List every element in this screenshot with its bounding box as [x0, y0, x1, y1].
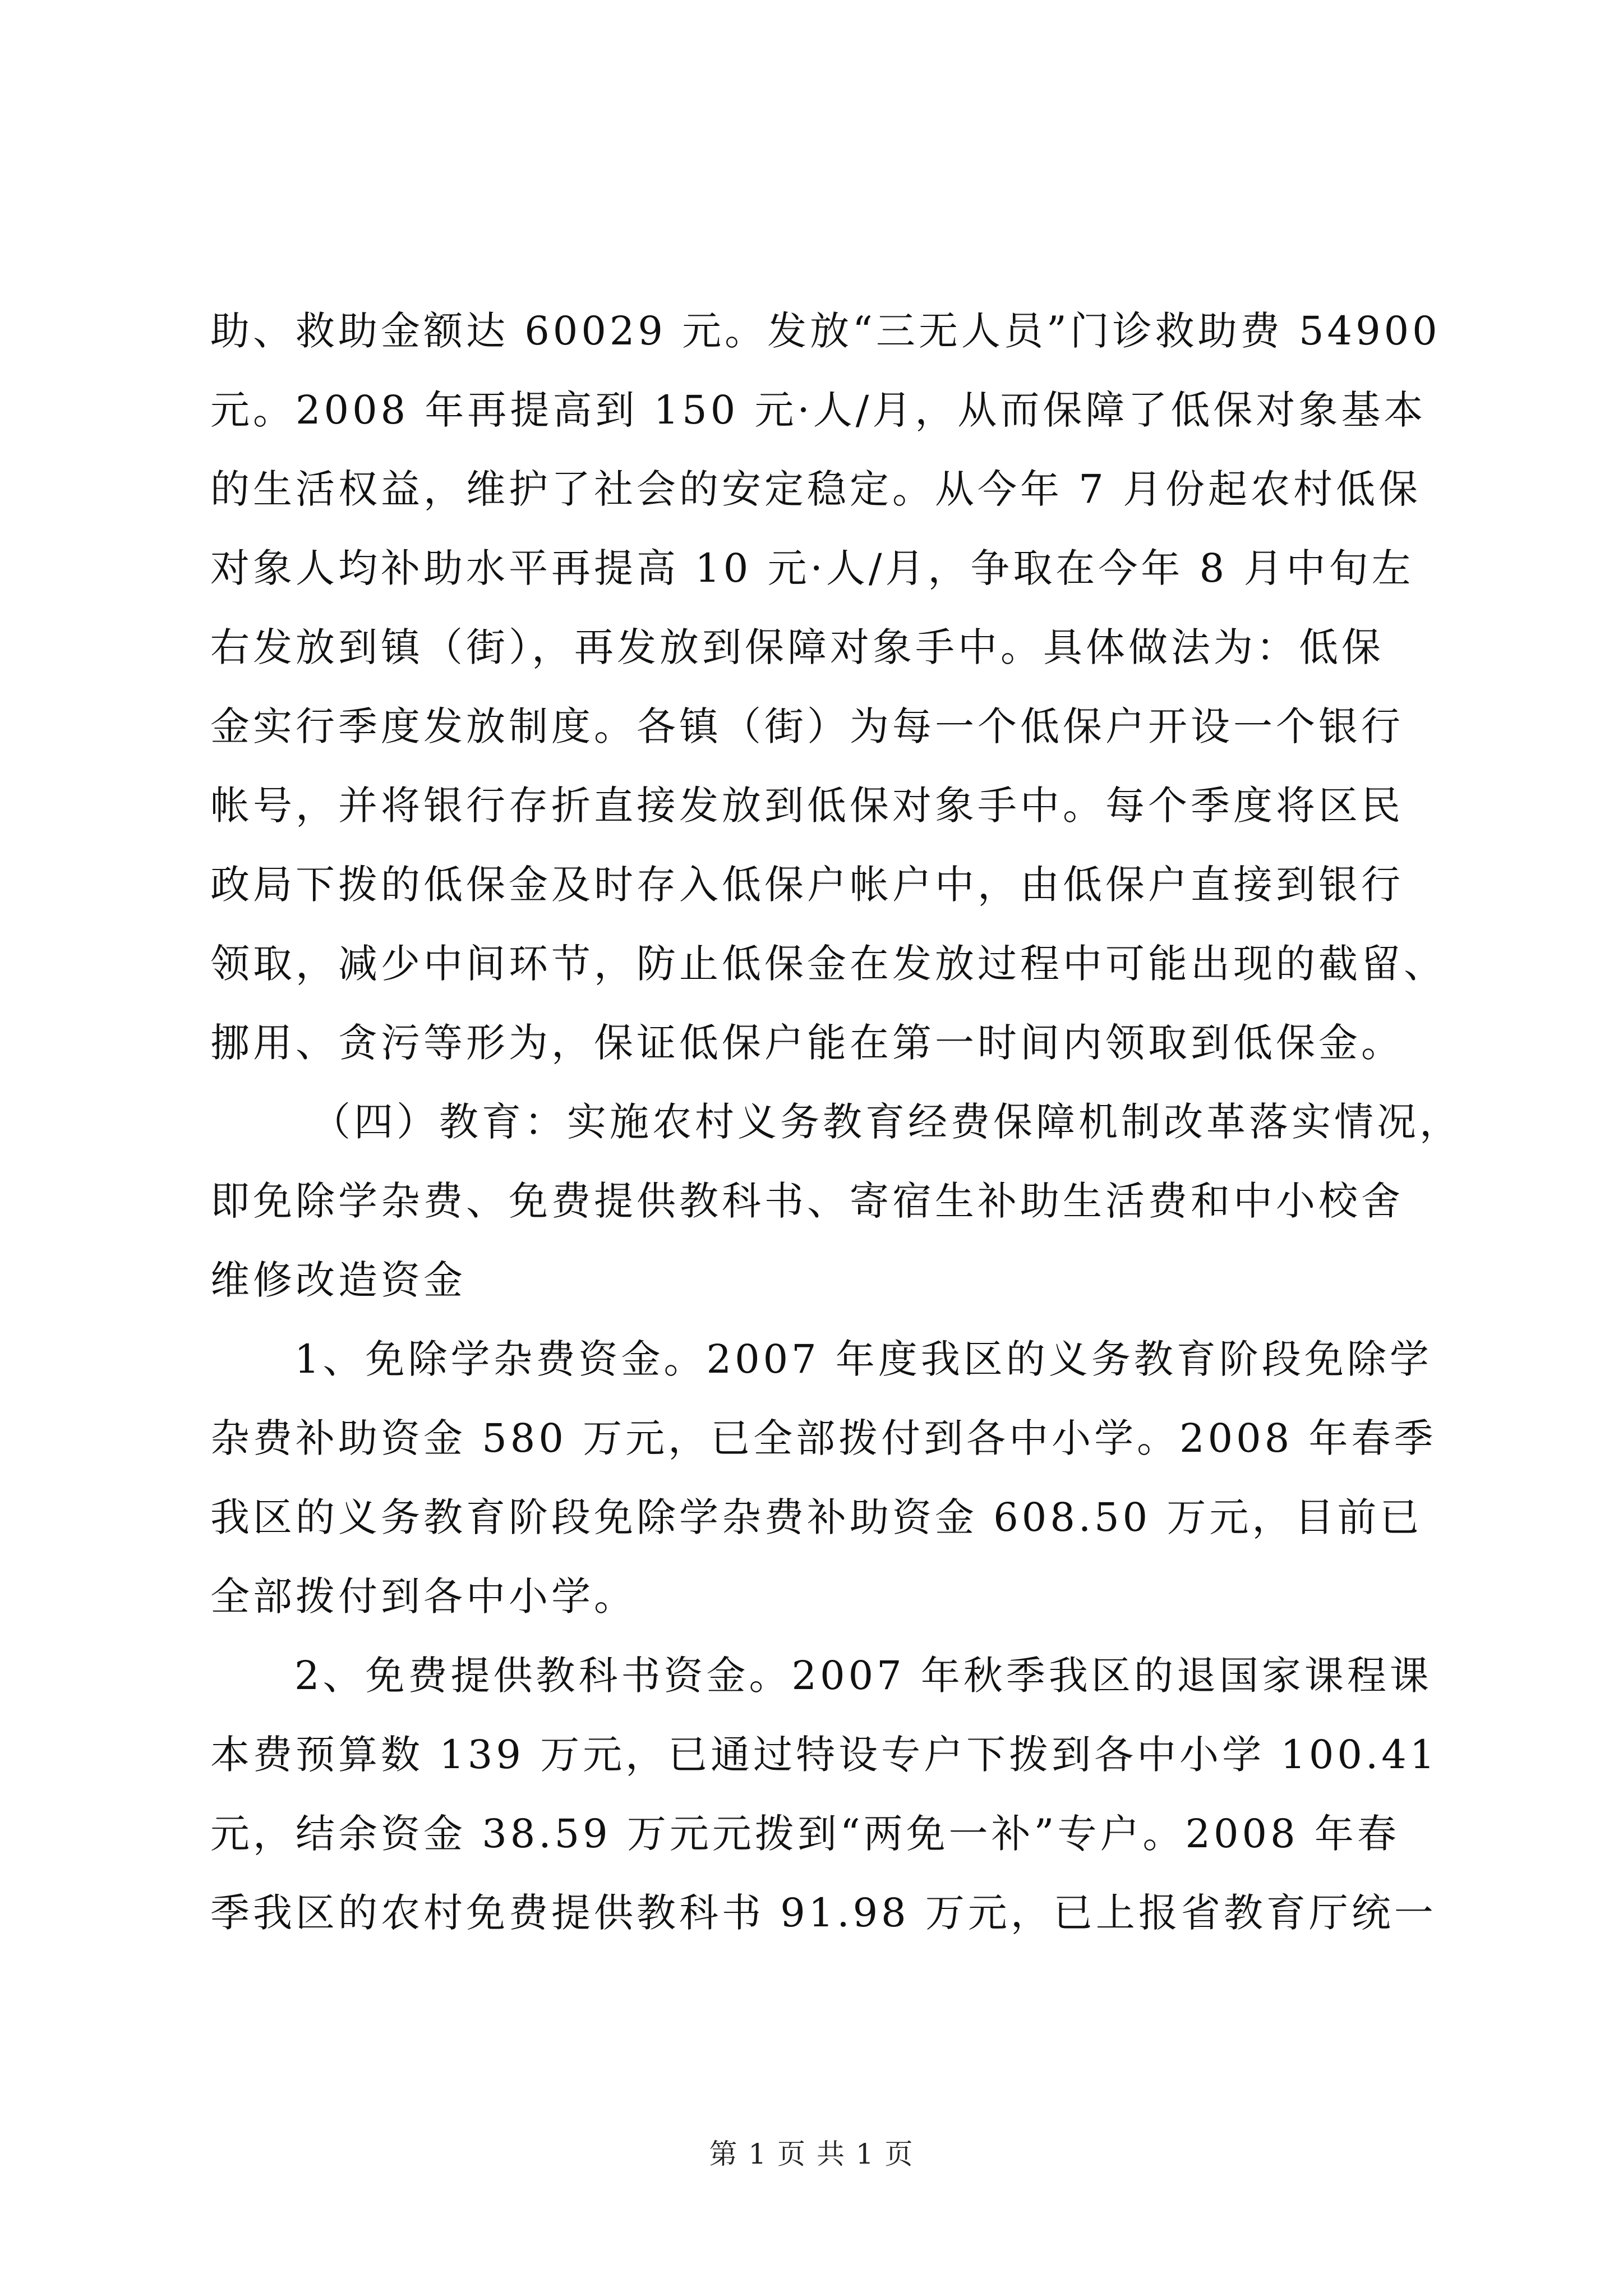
text-line: 全部拨付到各中小学。 — [210, 1573, 637, 1619]
text-line: 元，结余资金 38.59 万元元拨到“两免一补”专户。2008 年春 — [210, 1811, 1400, 1857]
text-line: 本费预算数 139 万元，已通过特设专户下拨到各中小学 100.41 — [210, 1732, 1438, 1778]
text-line: 季我区的农村免费提供教科书 91.98 万元，已上报省教育厅统一 — [210, 1890, 1437, 1936]
paragraph-start-line: 1、免除学杂费资金。2007 年度我区的义务教育阶段免除学 — [294, 1336, 1432, 1382]
text-line: 领取，减少中间环节，防止低保金在发放过程中可能出现的截留、 — [210, 941, 1446, 987]
paragraph-start-line: 2、免费提供教科书资金。2007 年秋季我区的退国家课程课 — [294, 1653, 1432, 1699]
text-line: 政局下拨的低保金及时存入低保户帐户中，由低保户直接到银行 — [210, 862, 1404, 908]
text-line: 挪用、贪污等形为，保证低保户能在第一时间内领取到低保金。 — [210, 1020, 1404, 1066]
text-line: 即免除学杂费、免费提供教科书、寄宿生补助生活费和中小校舍 — [210, 1178, 1404, 1224]
text-line: 元。2008 年再提高到 150 元·人/月，从而保障了低保对象基本 — [210, 387, 1427, 433]
text-line: 的生活权益，维护了社会的安定稳定。从今年 7 月份起农村低保 — [210, 466, 1422, 512]
text-line: 助、救助金额达 60029 元。发放“三无人员”门诊救助费 54900 — [210, 308, 1441, 354]
text-line: 对象人均补助水平再提高 10 元·人/月，争取在今年 8 月中旬左 — [210, 545, 1414, 591]
text-line: 金实行季度发放制度。各镇（街）为每一个低保户开设一个银行 — [210, 703, 1404, 749]
section-heading-line: （四）教育：实施农村义务教育经费保障机制改革落实情况， — [311, 1099, 1462, 1145]
document-body — [210, 292, 1462, 1953]
text-line: 我区的义务教育阶段免除学杂费补助资金 608.50 万元，目前已 — [210, 1494, 1423, 1540]
text-line: 杂费补助资金 580 万元，已全部拨付到各中小学。2008 年春季 — [210, 1415, 1437, 1461]
page-footer: 第 1 页 共 1 页 — [709, 2138, 914, 2170]
text-line: 维修改造资金 — [210, 1257, 466, 1303]
text-line: 帐号，并将银行存折直接发放到低保对象手中。每个季度将区民 — [210, 783, 1404, 829]
text-line: 右发放到镇（街），再发放到保障对象手中。具体做法为：低保 — [210, 624, 1384, 670]
